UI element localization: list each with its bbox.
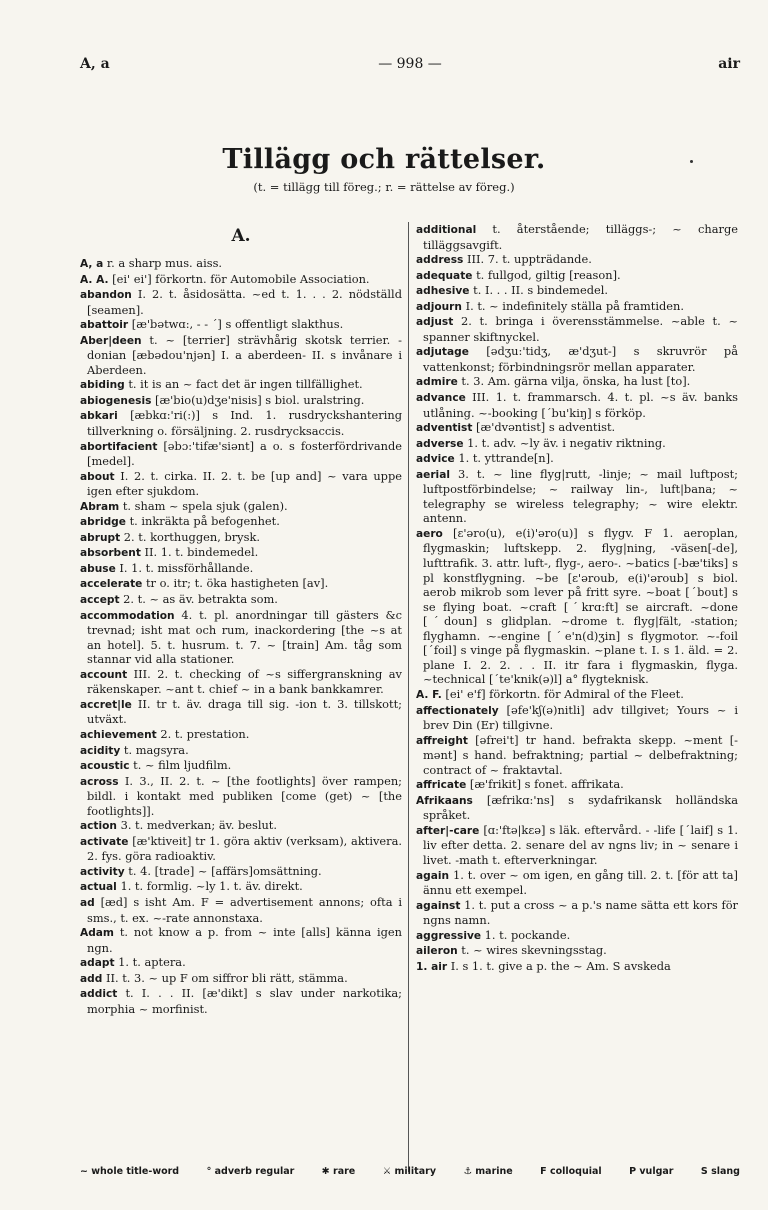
entry-text: [ei' ei'] förkortn. för Automobile Association.: [108, 271, 370, 286]
entry-text: I. 2. t. cirka. II. 2. t. be [up and] ~ vara uppe igen efter sjukdom.: [87, 468, 402, 499]
legend-item: S slang: [700, 1166, 740, 1177]
dictionary-entry: [416, 793, 738, 823]
entry-text: 3. t. ~ line flyg|rutt, -linje; ~ mail luftpost; luftpostförbindelse; ~ railway lin-, luft|bana; ~ telegraphy se wireless telegraphy; ~ wire elektr. antenn.: [423, 466, 738, 526]
entry-text: [æfrikɑ:'ns] s sydafrikansk holländska språket.: [423, 792, 738, 823]
entry-headword: aileron: [416, 945, 458, 958]
entry-text: I. 2. t. åsidosätta. ~ed t. 1. . . 2. nödställd [seamen].: [87, 287, 402, 317]
dictionary-entry: [416, 299, 738, 315]
entry-headword: affectionately: [416, 704, 499, 717]
dictionary-entry: [80, 561, 402, 577]
entry-headword: Afrikaans: [416, 794, 473, 807]
entry-text: 1. t. yttrande[n].: [454, 451, 554, 466]
legend-item: ~ whole title-word: [80, 1166, 180, 1177]
entry-headword: about: [80, 470, 115, 483]
section-letter: A.: [231, 226, 251, 246]
entry-headword: acidity: [80, 744, 121, 757]
entry-text: t. I. . . II. [æ'dikt] s slav under narkotika; morphia ~ morfinist.: [87, 986, 402, 1016]
entry-headword: abandon: [80, 289, 132, 302]
entry-text: 4. t. pl. anordningar till gästers &c trevnad; isht mat och rum, inackordering [the ~s at an hotel]. 5. t. husrum. t. 7. ~ [train] Am. tåg som stannar vid alla stationer.: [87, 607, 402, 667]
entry-text: III. 2. t. checking of ~s siffergranskning av räkenskaper. ~ant t. chief ~ in a bank bankkamrer.: [87, 666, 402, 697]
entry-headword: advance: [416, 392, 466, 405]
entry-text: [əfrei't] tr hand. befrakta skepp. ~ment [-mənt] s hand. befraktning; partial ~ delbefraktning; contract of ~ fraktavtal.: [423, 732, 738, 777]
entry-headword: Adam: [80, 927, 114, 940]
entry-text: II. tr t. äv. draga till sig. -ion t. 3. tillskott; utväxt.: [87, 696, 402, 727]
dictionary-entry: [80, 377, 402, 393]
header-left-guide: A, a: [80, 56, 110, 72]
dictionary-entry: [416, 943, 738, 959]
entry-headword: adverse: [416, 437, 464, 450]
entry-text: [əbɔ:'tifæ'siənt] a o. s fosterfördrivande [medel].: [87, 438, 402, 469]
entry-headword: achievement: [80, 728, 157, 741]
entry-text: 1. t. adv. ~ly äv. i negativ riktning.: [463, 435, 666, 450]
dictionary-entry: [416, 733, 738, 778]
entry-headword: accept: [80, 594, 120, 607]
entry-headword: A. A.: [80, 273, 109, 286]
dictionary-entry: [416, 868, 738, 898]
entry-text: [æ'bio(u)dʒe'nisis] s biol. uralstring.: [151, 392, 365, 407]
dictionary-entry: [416, 687, 738, 703]
legend-item: P vulgar: [629, 1166, 674, 1177]
abbreviation-legend: [80, 1166, 740, 1177]
dictionary-entry: [80, 879, 402, 895]
dictionary-entry: [416, 390, 738, 420]
dictionary-entry: [80, 864, 402, 880]
dictionary-entry: [416, 283, 738, 299]
entry-text: 1. t. put a cross ~ a p.'s name sätta ett kors för ngns namn.: [423, 897, 738, 928]
entry-headword: add: [80, 972, 103, 985]
entry-headword: affreight: [416, 734, 468, 747]
left-column: [80, 222, 402, 1016]
entry-text: II. 1. t. bindemedel.: [140, 545, 259, 560]
entry-headword: against: [416, 899, 461, 912]
page-title: Tillägg och rättelser.: [222, 144, 546, 175]
legend-item: ⚓ marine: [463, 1166, 513, 1177]
dictionary-entry: [80, 971, 402, 987]
entry-text: t. ~ wires skevningsstag.: [457, 943, 607, 958]
dictionary-entry: [80, 592, 402, 608]
dictionary-entry: [416, 703, 738, 733]
entry-text: [ədʒu:'tidʒ, æ'dʒut-] s skruvrör på vattenkonst; förbindningsrör mellan apparater.: [423, 344, 738, 374]
dictionary-entry: [80, 758, 402, 774]
entry-text: III. 7. t. uppträdande.: [463, 252, 592, 267]
entry-text: 2. t. korthuggen, brysk.: [120, 529, 260, 544]
dictionary-entry: [80, 499, 402, 515]
entry-headword: abattoir: [80, 319, 129, 332]
entry-headword: advice: [416, 453, 455, 466]
entry-text: I. s 1. t. give a p. the ~ Am. S avskeda: [447, 958, 671, 973]
dictionary-entry: [80, 727, 402, 743]
entry-text: 2. t. prestation.: [156, 726, 250, 741]
legend-item: ✱ rare: [321, 1166, 356, 1177]
dictionary-entry: [416, 898, 738, 928]
entry-text: 1. t. aptera.: [114, 955, 186, 970]
entry-text: II. t. 3. ~ up F om siffror bli rätt, stämma.: [102, 970, 348, 985]
dictionary-entry: [416, 314, 738, 344]
entry-headword: adjutage: [416, 346, 469, 359]
entry-text: 2. t. ~ as äv. betrakta som.: [119, 592, 278, 607]
entry-headword: aggressive: [416, 929, 482, 942]
dictionary-entry: [80, 333, 402, 378]
entry-text: 1. t. over ~ om igen, en gång till. 2. t. [för att ta] ännu ett exempel.: [423, 867, 738, 898]
page-header: [80, 56, 740, 76]
dictionary-entry: [80, 514, 402, 530]
entry-headword: aerial: [416, 468, 450, 481]
entry-headword: accelerate: [80, 578, 143, 591]
entry-headword: adequate: [416, 269, 473, 282]
entry-headword: addict: [80, 988, 118, 1001]
dictionary-entry: [80, 272, 402, 288]
entry-headword: ad: [80, 896, 95, 909]
dictionary-entry: [416, 467, 738, 526]
entry-text: I. 3., II. 2. t. ~ [the footlights] över rampen; bildl. i kontakt med publiken [come (get) ~ [the footlights]].: [87, 773, 402, 818]
dictionary-entry: [80, 774, 402, 819]
entry-text: t. sham ~ spela sjuk (galen).: [119, 498, 288, 513]
entry-headword: address: [416, 254, 464, 267]
dictionary-entry: [80, 895, 402, 925]
entry-text: 1. t. pockande.: [481, 927, 571, 942]
dictionary-entry: [80, 287, 402, 317]
entry-text: [æ'frikit] s fonet. affrikata.: [466, 777, 624, 792]
legend-item: ° adverb regular: [206, 1166, 295, 1177]
entry-headword: Aber|deen: [80, 334, 142, 347]
dictionary-entry: [416, 344, 738, 374]
header-right-guide: air: [718, 56, 740, 72]
entry-text: III. 1. t. frammarsch. 4. t. pl. ~s äv. banks utlåning. ~-booking [ˊbu'kiŋ] s förköp.: [423, 390, 738, 420]
entry-headword: adjust: [416, 316, 454, 329]
entry-headword: abiogenesis: [80, 394, 152, 407]
dictionary-entry: [80, 834, 402, 864]
dictionary-entry: [80, 986, 402, 1016]
entry-headword: actual: [80, 881, 117, 894]
entry-text: [æd] s isht Am. F = advertisement annons; ofta i sms., t. ex. ~-rate annonstaxa.: [87, 894, 402, 925]
dictionary-entry: [80, 439, 402, 469]
entry-text: t. fullgod, giltig [reason].: [472, 267, 621, 282]
dictionary-entry: [416, 420, 738, 436]
dictionary-entry: [80, 317, 402, 333]
entry-text: tr o. itr; t. öka hastigheten [av].: [142, 576, 329, 591]
entry-headword: account: [80, 668, 128, 681]
entry-headword: affricate: [416, 779, 467, 792]
entry-headword: abortifacient: [80, 440, 158, 453]
entry-text: [æ'ktiveit] tr 1. göra aktiv (verksam), aktivera. 2. fys. göra radioaktiv.: [87, 833, 402, 864]
dictionary-entry: [80, 667, 402, 697]
dictionary-entry: [80, 608, 402, 667]
entry-text: t. not know a p. from ~ inte [alls] känna igen ngn.: [87, 925, 402, 955]
dictionary-entry: [416, 451, 738, 467]
entry-headword: aero: [416, 527, 443, 540]
dictionary-entry: [80, 545, 402, 561]
page-subtitle: (t. = tillägg till föreg.; r. = rättelse av föreg.): [253, 180, 515, 194]
entry-headword: absorbent: [80, 547, 141, 560]
entry-text: t. inkräkta på befogenhet.: [125, 514, 280, 529]
dictionary-entry: [416, 959, 738, 975]
entry-text: t. ~ [terrier] strävhårig skotsk terrier. -donian [æbədou'njən] I. a aberdeen- II. s invånare i Aberdeen.: [87, 332, 402, 377]
dictionary-entry: [80, 955, 402, 971]
entry-text: [ɛ'əro(u), e(i)'əro(u)] s flygv. F 1. aeroplan, flygmaskin; luftskepp. 2. flyg|ning, -väsen[-de], lufttrafik. 3. attr. luft-, flyg-, aero-. ~batics [-bæ'tiks] s pl konstflygning. ~be [ɛ'əroub, e(i)'əroub] s biol. aerob mikrob som lever på fritt syre. ~boat [ˊbout] s se flying boat. ~craft [ˊkrɑ:ft] se aircraft. ~done [ˊdoun] s glidplan. ~drome t. flyg|fält, -station; flyghamn. ~-engine [ˊe'n(d)ʒin] s flygmotor. ~-foil [ˊfoil] s vinge på flygmaskin. ~plane t. I. s 1. äld. = 2. plane I. 2. 2. . . II. itr fara i flygmaskin, flyga. ~technical [ˊte'knik(ə)l] a° flygteknisk.: [423, 525, 738, 687]
entry-headword: Abram: [80, 500, 120, 513]
dictionary-entry: [80, 818, 402, 834]
entry-text: 2. t. bringa i överensstämmelse. ~able t. ~ spanner skiftnyckel.: [423, 314, 738, 344]
entry-headword: adhesive: [416, 285, 470, 298]
entry-headword: action: [80, 820, 117, 833]
dictionary-entry: [416, 374, 738, 390]
entry-headword: abrupt: [80, 531, 121, 544]
entry-headword: accommodation: [80, 609, 175, 622]
dictionary-entry: [416, 222, 738, 252]
dictionary-entry: [416, 777, 738, 793]
entry-headword: abiding: [80, 379, 125, 392]
dictionary-entry: [416, 928, 738, 944]
dictionary-entry: [80, 256, 402, 272]
entry-headword: admire: [416, 376, 458, 389]
entry-headword: abuse: [80, 562, 116, 575]
legend-item: F colloquial: [540, 1166, 602, 1177]
entry-text: t. ~ film ljudfilm.: [129, 758, 232, 773]
entry-text: 1. t. formlig. ~ly 1. t. äv. direkt.: [116, 879, 303, 894]
entry-text: [æ'dvəntist] s adventist.: [472, 420, 616, 435]
dictionary-entry: [80, 697, 402, 727]
entry-headword: adjourn: [416, 300, 462, 313]
dictionary-entry: [416, 436, 738, 452]
entry-headword: abkari: [80, 410, 118, 423]
entry-text: t. I. . . II. s bindemedel.: [469, 283, 609, 298]
dictionary-entry: [416, 252, 738, 268]
entry-text: I. 1. t. missförhållande.: [115, 560, 254, 575]
entry-text: [æ'bətwɑ:, - - ˊ] s offentligt slakthus.: [128, 317, 344, 332]
legend-item: ⚔ military: [382, 1166, 437, 1177]
entry-text: 3. t. medverkan; äv. beslut.: [116, 818, 277, 833]
entry-headword: after|-care: [416, 824, 480, 837]
entry-text: [əfe'kʃ(ə)nitli] adv tillgivet; Yours ~ i brev Din (Er) tillgivne.: [423, 702, 738, 733]
entry-headword: adventist: [416, 422, 473, 435]
dictionary-entry: [80, 530, 402, 546]
entry-headword: across: [80, 775, 119, 788]
dictionary-entry: [416, 823, 738, 868]
dictionary-entry: [80, 469, 402, 499]
entry-headword: again: [416, 869, 450, 882]
right-column: [416, 222, 738, 974]
entry-headword: abridge: [80, 516, 126, 529]
dictionary-entry: [80, 576, 402, 592]
entry-headword: A, a: [80, 258, 104, 270]
entry-text: [ɑ:'ftə|kɛə] s läk. eftervård. - -life [ˊlaif] s 1. liv efter detta. 2. senare del av ngns liv; in ~ senare i livet. -math t. efterverkningar.: [423, 822, 738, 867]
entry-text: I. t. ~ indefinitely ställa på framtiden.: [461, 298, 684, 313]
entry-headword: 1. air: [416, 960, 448, 973]
entry-text: [æbkɑ:'ri(:)] s Ind. 1. rusdryckshantering tillverkning o. försäljning. 2. rusdrycksaccis.: [87, 408, 402, 439]
entry-headword: acoustic: [80, 760, 130, 773]
entry-text: t. återstående; tilläggs-; ~ charge tilläggsavgift.: [423, 222, 738, 252]
dictionary-entry: [80, 393, 402, 409]
entry-text: [ei' e'f] förkortn. för Admiral of the Fleet.: [441, 686, 684, 701]
dictionary-entry: [80, 408, 402, 438]
entry-text: t. it is an ~ fact det är ingen tillfällighet.: [124, 377, 363, 392]
entry-text: r. a sharp mus. aiss.: [103, 256, 223, 270]
entry-headword: adapt: [80, 957, 115, 970]
entry-headword: A. F.: [416, 688, 442, 701]
dictionary-entry: [80, 925, 402, 955]
page-number: — 998 —: [378, 56, 442, 72]
entry-headword: additional: [416, 224, 477, 236]
dictionary-entry: [416, 526, 738, 687]
entry-headword: accret|le: [80, 698, 132, 711]
entry-headword: activity: [80, 865, 125, 878]
entry-text: t. 4. [trade] ~ [affärs]omsättning.: [124, 863, 322, 878]
entry-text: t. 3. Am. gärna vilja, önska, ha lust [to].: [457, 374, 691, 389]
dictionary-entry: [80, 743, 402, 759]
entry-text: t. magsyra.: [120, 742, 189, 757]
dictionary-entry: [416, 268, 738, 284]
column-divider: [408, 222, 409, 1172]
entry-headword: activate: [80, 835, 129, 848]
